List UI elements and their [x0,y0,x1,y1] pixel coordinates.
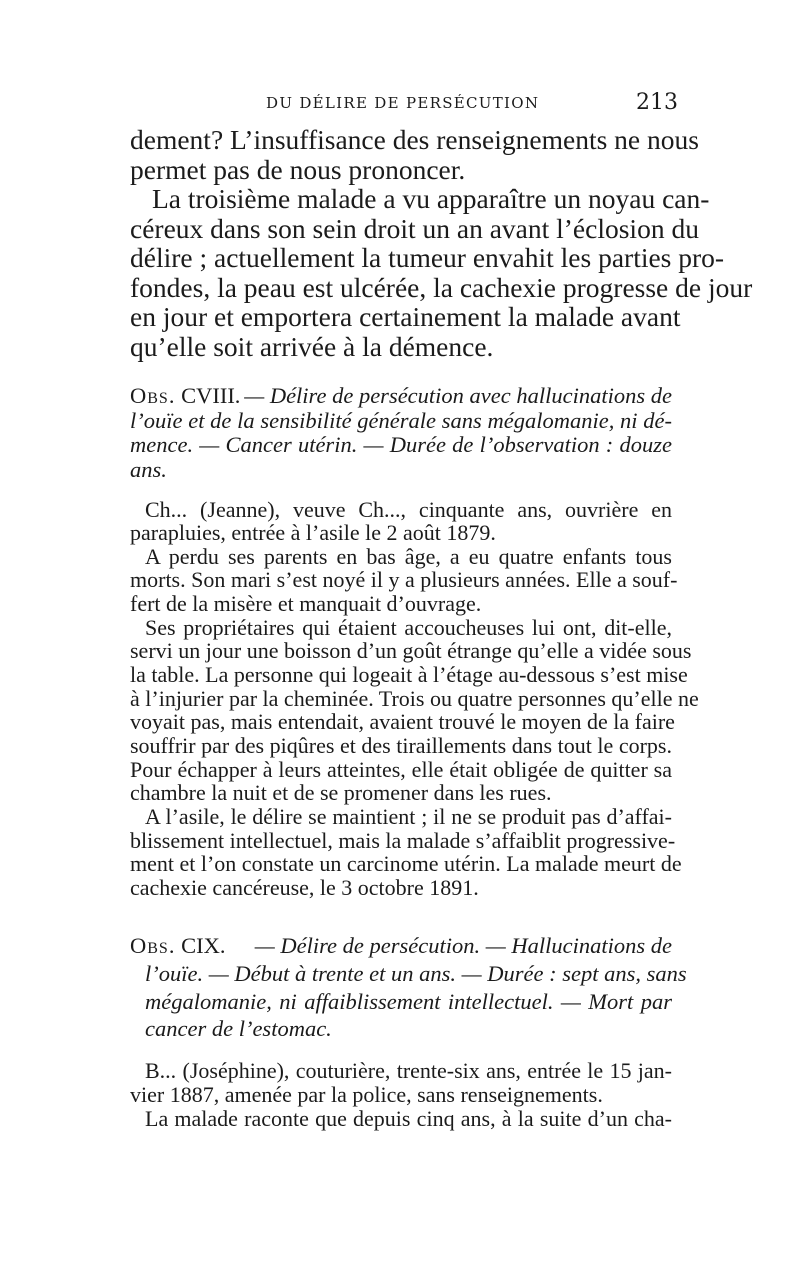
observation-title-line: mégalomanie, ni affaiblissement intellectuel. — Mort par [145,989,672,1014]
text-line: délire ; actuellement la tumeur envahit les parties pro- [130,242,725,273]
text-line: servi un jour une boisson d’un goût étrange qu’elle a vidée sous [130,638,692,663]
text-line: A l’asile, le délire se maintient ; il ne se produit pas d’affai- [145,804,672,829]
observation-label: Obs. [130,933,176,958]
text-line: B... (Joséphine), couturière, trente-six ans, entrée le 15 jan- [145,1058,672,1083]
text-line: dement? L’insuffisance des renseignements ne nous [130,124,699,155]
text-line: voyait pas, mais entendait, avaient trouvé le moyen de la faire [130,709,675,734]
text-line: La troisième malade a vu apparaître un noyau can- [152,183,710,214]
observation-title-line [130,383,672,409]
text-line: vier 1887, amenée par la police, sans renseignements. [130,1082,603,1107]
text-line: parapluies, entrée à l’asile le 2 août 1879. [130,520,496,545]
text-line: cachexie cancéreuse, le 3 octobre 1891. [130,875,479,900]
observation-title-text: — Délire de persécution avec hallucinations de [244,383,672,408]
text-line: fondes, la peau est ulcérée, la cachexie progresse de jour [130,272,753,303]
text-line: Ch... (Jeanne), veuve Ch..., cinquante ans, ouvrière en [145,497,672,522]
text-line: Pour échapper à leurs atteintes, elle était obligée de quitter sa [130,757,672,782]
observation-label-group [130,383,240,409]
text-line: permet pas de nous prononcer. [130,154,466,185]
observation-label-group [130,933,225,959]
observation-title-line: mence. — Cancer utérin. — Durée de l’observation : douze [130,432,672,457]
text-line: fert de la misère et manquait d’ouvrage. [130,591,482,616]
text-line: à l’injurier par la cheminée. Trois ou quatre personnes qu’elle ne [130,686,699,711]
running-header [128,92,678,120]
text-line: ment et l’on constate un carcinome utérin. La malade meurt de [130,851,682,876]
text-line: chambre la nuit et de se promener dans les rues. [130,780,552,805]
observation-number: CIX. [181,933,226,958]
page-number: 213 [636,90,678,115]
text-line: blissement intellectuel, mais la malade s’affaiblit progressive- [130,828,676,853]
observation-title-line: ans. [130,457,167,482]
observation-title-line [130,933,672,959]
running-title: DU DÉLIRE DE PERSÉCUTION [266,94,540,112]
text-line: en jour et emportera certainement la malade avant [130,301,681,332]
observation-title-line: l’ouïe et de la sensibilité générale sans mégalomanie, ni dé- [130,408,672,433]
text-line: La malade raconte que depuis cinq ans, à la suite d’un cha- [145,1106,672,1131]
text-line: qu’elle soit arrivée à la démence. [130,331,494,362]
text-line: morts. Son mari s’est noyé il y a plusieurs années. Elle a souf- [130,567,678,592]
observation-title-line: l’ouïe. — Début à trente et un ans. — Durée : sept ans, sans [145,961,687,986]
text-line: A perdu ses parents en bas âge, a eu quatre enfants tous [145,544,672,569]
text-line: souffrir par des piqûres et des tiraillements dans tout le corps. [130,733,672,758]
observation-title-line: cancer de l’estomac. [145,1016,332,1041]
observation-number: CVIII. [181,383,241,408]
observation-label: Obs. [130,383,176,408]
text-line: Ses propriétaires qui étaient accoucheuses lui ont, dit-elle, [145,615,672,640]
text-line: la table. La personne qui logeait à l’étage au-dessous s’est mise [130,662,688,687]
text-line: céreux dans son sein droit un an avant l’éclosion du [130,213,699,244]
observation-title-text: — Délire de persécution. — Hallucinations de [254,933,672,958]
